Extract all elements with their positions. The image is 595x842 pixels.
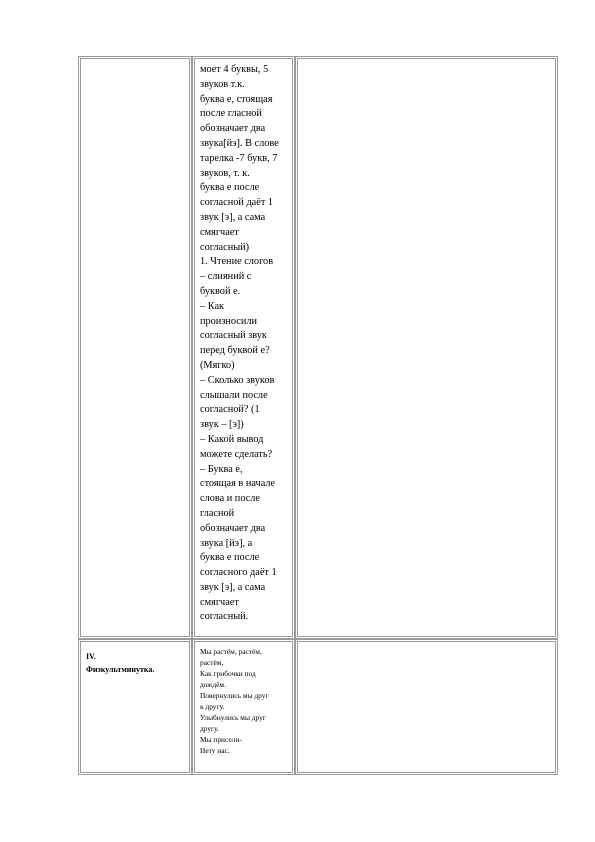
lesson-plan-table <box>78 56 558 775</box>
stage-label: IV. Физкультминутка. <box>86 652 155 674</box>
teacher-activity-cell <box>192 639 295 775</box>
teacher-activity-text: моет 4 буквы, 5 звуков т.к. буква е, стоящая после гласной обозначает два звука[йэ]. В слове тарелка -7 букв, 7 звуков, т. к. буква е после согласной даёт 1 звук [э], а сама смягчает согласный) 1. Чтение слогов – слияний с буквой е. – Как произносили согласный звук перед буквой е? (Мягко) – Сколько звуков слышали после согласной? (1 звук – [э]) – Какой вывод можете сделать? – Буква е, стоящая в начале слова и после гласной обозначает два звука [йэ], а буква е после согласного даёт 1 звук [э], а сама смягчает согласный. <box>200 64 279 623</box>
exercise-poem-text: Мы растём, растём, растём, Как грибочки под дождём. Повернулись мы друг к другу. Улыбнулись мы друг другу. Мы присели- Нету нас. <box>200 647 269 755</box>
student-activity-cell <box>295 56 558 639</box>
table-row <box>78 56 558 639</box>
student-activity-cell <box>295 639 558 775</box>
teacher-activity-cell <box>192 56 295 639</box>
table-row <box>78 639 558 775</box>
stage-label <box>86 63 186 67</box>
stage-cell <box>78 56 192 639</box>
stage-cell <box>78 639 192 775</box>
